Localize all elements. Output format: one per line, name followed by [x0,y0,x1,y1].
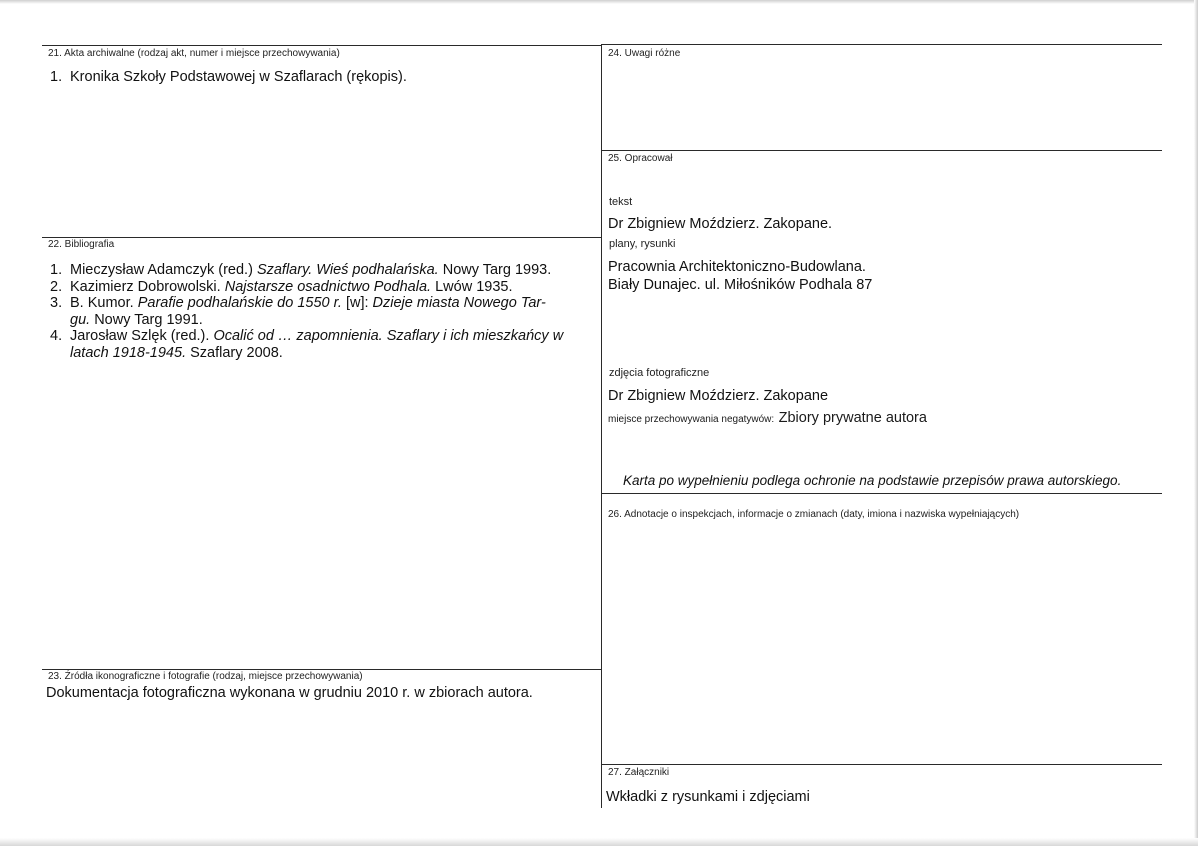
section-26-label: 26. Adnotacje o inspekcjach, informacje o zmianach (daty, imiona i nazwiska wypełniających) [608,509,1020,520]
scan-edge-top [0,0,1198,4]
list-item: 1. Kronika Szkoły Podstawowej w Szaflarach (rękopis). [50,69,407,85]
divider-21-22 [42,237,602,238]
section-23-label: 23. Źródła ikonograficzne i fotografie (rodzaj, miejsce przechowywania) [48,671,363,682]
divider-22-23 [42,669,602,670]
copyright-note: Karta po wypełnieniu podlega ochronie na podstawie przepisów prawa autorskiego. [623,473,1122,488]
list-item: 4. Jarosław Szlęk (red.). Ocalić od … zapomnienia. Szaflary i ich mieszkańcy w latach 1918-1945. Szaflary 2008. [50,328,564,361]
divider-center-vertical [601,44,602,808]
negatywy-value: Zbiory prywatne autora [778,410,927,426]
list-item: 2. Kazimierz Dobrowolski. Najstarsze osadnictwo Podhala. Lwów 1935. [50,278,513,295]
section-21-label: 21. Akta archiwalne (rodzaj akt, numer i miejsce przechowywania) [48,48,340,59]
divider-top-right [602,44,1162,45]
bibliography-list [46,262,602,361]
divider-24-25 [602,150,1162,151]
section-23-text: Dokumentacja fotograficzna wykonana w grudniu 2010 r. w zbiorach autora. [46,685,533,701]
section-27-text: Wkładki z rysunkami i zdjęciami [606,789,810,805]
section-24-label: 24. Uwagi różne [608,48,681,59]
tekst-label: tekst [609,196,633,208]
scan-edge-bottom [0,838,1198,846]
section-27-label: 27. Załączniki [608,767,670,778]
divider-26-27 [602,764,1162,765]
divider-25-26 [602,493,1162,494]
list-item: 3. B. Kumor. Parafie podhalańskie do 1550 r. [w]: Dzieje miasta Nowego Tar- gu. Nowy Targ 1991. [50,295,546,328]
zdjecia-label: zdjęcia fotograficzne [609,367,710,379]
scan-edge-right [1194,0,1198,846]
zdjecia-value: Dr Zbigniew Moździerz. Zakopane [608,388,829,404]
negatywy-label: miejsce przechowywania negatywów: [608,414,775,425]
plany-label: plany, rysunki [609,238,676,250]
divider-top-left [42,45,602,46]
list-item: 1. Mieczysław Adamczyk (red.) Szaflary. Wieś podhalańska. Nowy Targ 1993. [50,262,552,278]
section-21-list [46,69,596,86]
plany-value-line2: Biały Dunajec. ul. Miłośników Podhala 87 [608,277,873,293]
section-22-label: 22. Bibliografia [48,239,115,250]
tekst-value: Dr Zbigniew Moździerz. Zakopane. [608,216,833,232]
negatywy-row [608,409,927,428]
plany-value-line1: Pracownia Architektoniczno-Budowlana. [608,259,866,275]
section-25-label: 25. Opracował [608,153,673,164]
